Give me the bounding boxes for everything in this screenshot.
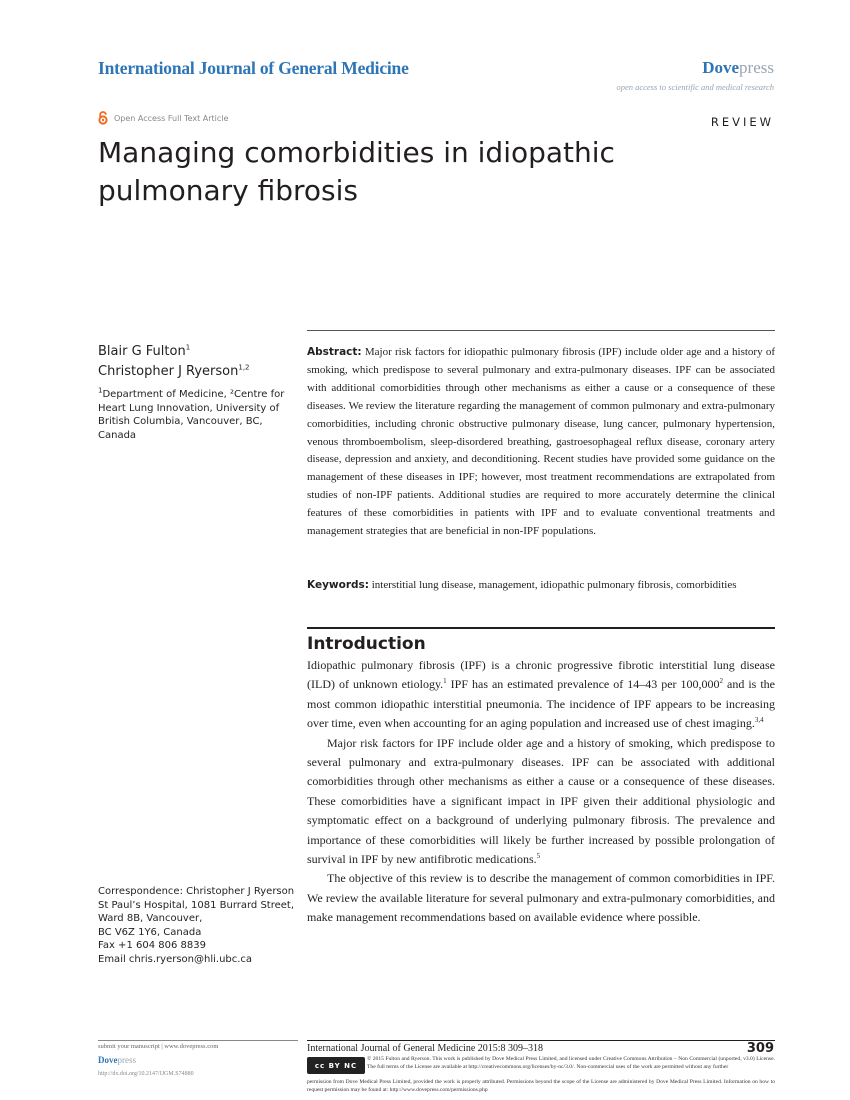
intro-divider (307, 627, 775, 629)
corr-line: Fax +1 604 806 8839 (98, 940, 206, 951)
keywords-label: Keywords: (307, 579, 369, 591)
intro-heading: Introduction (307, 634, 426, 654)
publisher-dove: Dove (702, 58, 740, 77)
keywords (307, 577, 775, 595)
license-text-continued: permission from Dove Medical Press Limited, provided the work is properly attributed. Permissions beyond the scope of the License are administered by Dove Medical Press Limited. Information on how to request permission may be found at: http://www.dovepress.com/permissions.php (307, 1079, 775, 1093)
corr-line: St Paul’s Hospital, 1081 Burrard Street, (98, 899, 295, 911)
corr-line: Ward 8B, Vancouver, (98, 913, 203, 924)
citation-sup: 2 (719, 677, 724, 686)
text-run: IPF has an estimated prevalence of 14–43 per 100,000 (446, 677, 720, 692)
author-list (98, 342, 250, 382)
abstract-divider (307, 330, 775, 331)
intro-paragraph-3: The objective of this review is to describe the management of common comorbidities in IPF. We review the available literature for several pulmonary and extra-pulmonary comorbidities, and make management recommendations based on available evidence where possible. (307, 871, 775, 925)
intro-body (307, 656, 775, 928)
corr-email: Email chris.ryerson@hli.ubc.ca (98, 953, 253, 965)
license-text: © 2015 Fulton and Ryerson. This work is published by Dove Medical Press Limited, and licensed under Creative Commons Attribution – Non Commercial (unported, v3.0) License. The full terms of the License are available at http://creativecommons.org/licenses/by-nc/3.0/. Non-commercial uses of the work are permitted without any further (367, 1056, 775, 1070)
text-run: Major risk factors for IPF include older age and a history of smoking, which predispose to several pulmonary and extra-pulmonary diseases. IPF can be associated with additional comorbidities through other mechanisms as either a cause or a consequence of these diseases. These comorbidities have a significant impact in IPF given their additional physiologic and symptomatic effect on a background of underlying pulmonary fibrosis. The prevalence and importance of these comorbidities will likely be further increased by possible prolongation of survival in IPF by new antifibrotic medications. (307, 735, 775, 867)
footer-divider-right (307, 1040, 775, 1041)
open-access-label (98, 111, 228, 125)
page-number: 309 (746, 1041, 774, 1056)
footer-publisher-logo (98, 1055, 136, 1065)
author-2-name: Christopher J Ryerson (98, 364, 239, 379)
keywords-text: interstitial lung disease, management, idiopathic pulmonary fibrosis, comorbidities (371, 579, 737, 591)
author-2 (98, 362, 250, 382)
author-2-sup: 1,2 (238, 363, 250, 372)
citation-sup: 5 (536, 852, 541, 861)
footer-divider-left (98, 1040, 298, 1041)
abstract-label: Abstract: (307, 346, 362, 358)
article-type: REVIEW (710, 115, 774, 129)
open-access-icon (98, 111, 108, 125)
corr-line: BC V6Z 1Y6, Canada (98, 926, 202, 938)
author-1-name: Blair G Fulton (98, 344, 186, 359)
correspondence (98, 885, 298, 966)
text-run: and is the most common idiopathic interstitial pneumonia. The incidence of IPF appears to be increasing over time, even when accounting for an aging population and increased use of chest imaging. (307, 677, 775, 731)
publisher-press: press (739, 58, 774, 77)
open-access-text: Open Access Full Text Article (114, 113, 229, 123)
intro-paragraph-1 (307, 656, 775, 734)
publisher-logo (702, 58, 774, 78)
cc-license-badge[interactable]: cc BY NC (307, 1057, 365, 1074)
abstract (307, 344, 775, 541)
footer-dove: Dove (98, 1055, 118, 1065)
abstract-text: Major risk factors for idiopathic pulmonary fibrosis (IPF) include older age and a history of smoking, which predispose to several pulmonary and extra-pulmonary diseases. IPF can be associated with additional comorbidities through other mechanisms as either a cause or a consequence of these diseases. We review the literature regarding the management of common pulmonary and extra-pulmonary comorbidities, including chronic obstructive pulmonary disease, lung cancer, pulmonary hypertension, venous thromboembolism, sleep-disordered breathing, gastroesophageal reflux disease, coronary artery disease, depression and anxiety, and deconditioning. Recent studies have provided some guidance on the management of these diseases in IPF; however, most treatment recommendations are extrapolated from studies of non-IPF patients. Additional studies are required to more accurately determine the clinical features of these comorbidities in patients with IPF and to evaluate conventional treatments and management strategies that are beneficial in non-IPF populations. (307, 346, 775, 538)
footer-press: press (117, 1055, 136, 1065)
affiliation-text: Department of Medicine, ²Centre for Heart Lung Innovation, University of British Columbia, Vancouver, BC, Canada (98, 389, 285, 441)
affiliation-sup: 1 (98, 386, 103, 395)
article-title: Managing comorbidities in idiopathic pulmonary fibrosis (98, 136, 615, 207)
submit-link[interactable]: submit your manuscript | www.dovepress.com (98, 1043, 219, 1050)
intro-paragraph-2 (307, 734, 775, 870)
author-1-sup: 1 (185, 343, 191, 352)
publisher-tagline: open access to scientific and medical research (616, 82, 774, 92)
citation-sup: 3,4 (754, 716, 764, 725)
corr-line: Correspondence: Christopher J Ryerson (98, 886, 295, 897)
journal-title: International Journal of General Medicine (98, 58, 409, 78)
affiliations (98, 388, 298, 442)
doi-link[interactable]: http://dx.doi.org/10.2147/IJGM.S74880 (98, 1071, 194, 1077)
author-1 (98, 342, 250, 362)
text-run: Idiopathic pulmonary fibrosis (IPF) is a chronic progressive fibrotic interstitial lung disease (ILD) of unknown etiology. (307, 658, 775, 692)
citation-sup: 1 (443, 677, 447, 686)
citation-line: International Journal of General Medicine 2015:8 309–318 (307, 1043, 544, 1054)
